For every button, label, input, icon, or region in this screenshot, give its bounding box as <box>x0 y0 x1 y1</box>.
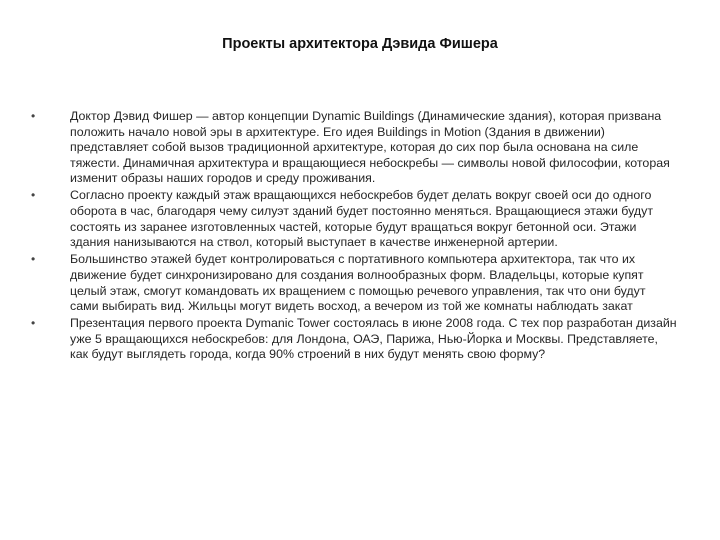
list-item <box>27 316 677 363</box>
bullet-icon: • <box>31 252 36 267</box>
list-item <box>27 252 677 314</box>
bullet-text: Согласно проекту каждый этаж вращающихся небоскребов будет делать вокруг своей оси до одного оборота в час, благодаря чему силуэт зданий будет постоянно меняться. Вращающиеся этажи будут состоять из заранее изготовленных частей, которые будут вращаться вокруг бетонной оси. Этажи здания нанизываются на ствол, который выступает в качестве инженерной артерии. <box>70 188 654 250</box>
slide-title: Проекты архитектора Дэвида Фишера <box>222 36 498 52</box>
bullet-icon: • <box>31 316 36 331</box>
list-item <box>27 109 677 187</box>
bullet-icon: • <box>31 188 36 203</box>
bullet-text: Доктор Дэвид Фишер — автор концепции Dynamic Buildings (Динамические здания), которая призвана положить начало новой эры в архитектуре. Его идея Buildings in Motion (Здания в движении) представляет собой вызов традиционной архитектуре, которая до сих пор была основана на силе тяжести. Динамичная архитектура и вращающиеся небоскребы — символы новой философии, которая изменит образы наших городов и среду проживания. <box>70 109 670 186</box>
bullet-list <box>27 109 677 365</box>
bullet-text: Большинство этажей будет контролироваться с портативного компьютера архитектора, так что их движение будет синхронизировано для создания волнообразных форм. Владельцы, которые купят целый этаж, смогут командовать их вращением с помощью речевого управления, так что они будут сами выбирать вид. Жильцы могут видеть восход, а вечером из той же комнаты наблюдать закат <box>70 252 646 314</box>
bullet-text: Презентация первого проекта Dymanic Tower состоялась в июне 2008 года. С тех пор разработан дизайн уже 5 вращающихся небоскребов: для Лондона, ОАЭ, Парижа, Нью-Йорка и Москвы. Представляете, как будут выглядеть города, когда 90% строений в них будут менять свою форму? <box>70 316 677 362</box>
bullet-icon: • <box>31 109 36 123</box>
list-item <box>27 188 677 250</box>
